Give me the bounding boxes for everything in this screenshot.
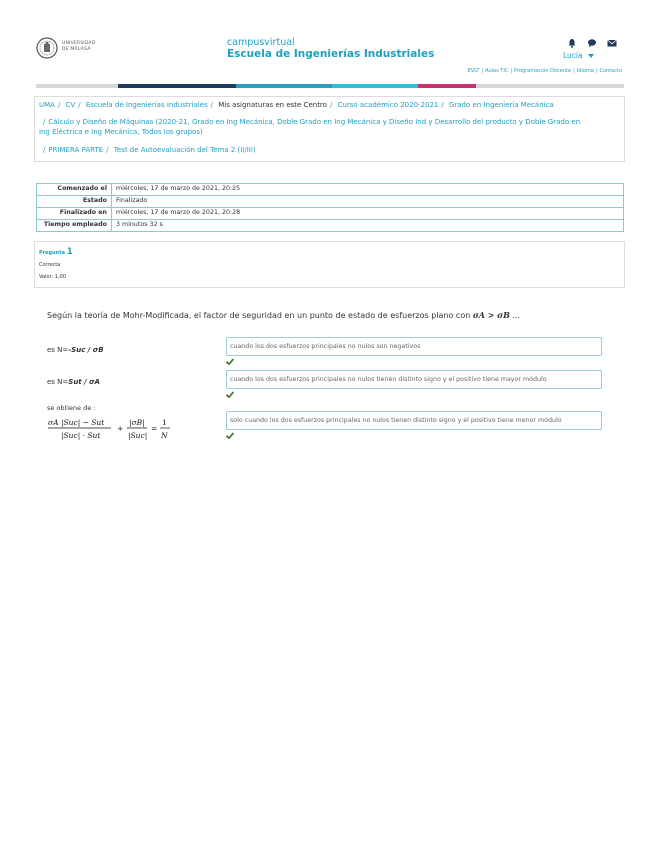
breadcrumb-curso[interactable]: Curso académico 2020-2021	[337, 101, 439, 109]
link-evlt[interactable]: EVLT	[467, 68, 480, 74]
question-grade: Valor: 1,00	[39, 274, 66, 280]
summary-key: Tiempo empleado	[37, 220, 112, 232]
table-row	[37, 208, 624, 220]
mail-icon[interactable]	[607, 38, 617, 48]
university-logo-icon[interactable]	[36, 37, 58, 59]
link-aulas-tic[interactable]: Aulas TIC	[485, 68, 509, 74]
match-stem: se obtiene de :	[47, 404, 96, 412]
match-answer-select[interactable]: cuando los dos esfuerzos principales no nulos son negativos	[226, 337, 602, 356]
breadcrumb-cv[interactable]: CV	[65, 101, 76, 109]
match-stem: es N=-Suc / σB	[47, 346, 104, 354]
correct-check-icon	[226, 391, 234, 398]
formula-plus: +	[117, 424, 124, 433]
table-row	[37, 220, 624, 232]
user-icons	[565, 38, 619, 48]
breadcrumb-mis-asignaturas: Mis asignaturas en este Centro	[218, 101, 327, 109]
summary-key: Comenzado el	[37, 184, 112, 196]
formula-suc: |Suc|	[128, 431, 148, 440]
question-number: Pregunta 1	[39, 247, 73, 257]
formula-numerator: |Suc| − Sut	[61, 418, 105, 427]
breadcrumb-test[interactable]: Test de Autoevaluación del Tema 2 (II/III)	[113, 146, 256, 154]
formula-n: N	[161, 431, 168, 440]
breadcrumb-uma[interactable]: UMA	[39, 101, 55, 109]
site-title-school: Escuela de Ingenierías Industriales	[227, 48, 435, 60]
formula-denominator: |Suc| · Sut	[61, 431, 101, 440]
question-text: Según la teoría de Mohr-Modificada, el factor de seguridad en un punto de estado de esfuerzos plano con σA > σB ...	[47, 310, 521, 320]
table-row	[37, 184, 624, 196]
match-stem: es N=Sut / σA	[47, 378, 100, 386]
breadcrumb-course-continued[interactable]: Ing Eléctrica e Ing Mecánica, Todos los grupos)	[39, 128, 203, 136]
user-name: Lucía	[563, 51, 583, 60]
color-bar-segment	[36, 84, 118, 88]
chat-icon[interactable]	[587, 38, 597, 48]
correct-check-icon	[226, 432, 234, 439]
bell-icon[interactable]	[567, 38, 577, 48]
breadcrumb: UMA / CV / Escuela de Ingenierías Industriales / Mis asignaturas en este Centro / Curso académico 2020-2021 / Grado en Ingeniería Mecánica / Cálculo y Diseño de Máquinas (2020-21, Grado en Ing Mecánica, Doble Grado en Ing Mecánica y Diseño Ind y Desarrollo del producto y Doble Grado en Ing Eléctrica e Ing Mecánica, Todos los grupos) / PRIMERA PARTE / Test de Autoevaluación del Tema 2 (II/III)	[34, 96, 625, 162]
summary-value: Finalizado	[112, 196, 624, 208]
question-condition: σA > σB	[472, 310, 510, 320]
summary-value: miércoles, 17 de marzo de 2021, 20:28	[112, 208, 624, 220]
match-answer-select[interactable]: solo cuando los dos esfuerzos principales no nulos tienen distinto signo y el positivo tiene menor módulo	[226, 411, 602, 430]
summary-key: Finalizado en	[37, 208, 112, 220]
question-info	[34, 241, 625, 288]
color-bar-segment	[118, 84, 236, 88]
breadcrumb-course[interactable]: Cálculo y Diseño de Máquinas (2020-21, Grado en Ing Mecánica, Doble Grado en Ing Mecánica y Diseño Ind y Desarrollo del producto y Doble Grado en	[48, 118, 581, 126]
color-bar-segment	[332, 84, 418, 88]
color-bar-segment	[236, 84, 332, 88]
breadcrumb-primera-parte[interactable]: PRIMERA PARTE	[48, 146, 104, 154]
chevron-down-icon	[588, 54, 594, 58]
color-bar-segment	[418, 84, 476, 88]
formula-equals: =	[151, 424, 158, 433]
match-answer-select[interactable]: cuando los dos esfuerzos principales no nulos tienen distinto signo y el positivo tiene mayor módulo	[226, 370, 602, 389]
color-bar-segment	[476, 84, 624, 88]
university-logo-text: UNIVERSIDAD DE MÁLAGA	[62, 41, 96, 52]
question-state: Correcta	[39, 262, 61, 268]
header-color-bar	[36, 84, 624, 88]
link-contacto[interactable]: Contacto	[599, 68, 622, 74]
site-title-small: campusvirtual	[227, 37, 295, 48]
summary-key: Estado	[37, 196, 112, 208]
link-idioma[interactable]: Idioma	[576, 68, 594, 74]
link-programacion-docente[interactable]: Programación Docente	[514, 68, 572, 74]
summary-value: miércoles, 17 de marzo de 2021, 20:25	[112, 184, 624, 196]
quiz-summary-table	[36, 183, 624, 232]
mohr-formula	[47, 414, 177, 444]
table-row	[37, 196, 624, 208]
formula-sigma-a: σA	[48, 418, 59, 427]
user-menu[interactable]	[563, 51, 594, 60]
breadcrumb-grado[interactable]: Grado en Ingeniería Mecánica	[448, 101, 554, 109]
site-title[interactable]	[227, 37, 434, 60]
top-links: EVLT | Aulas TIC | Programación Docente | Idioma | Contacto	[467, 68, 622, 74]
summary-value: 3 minutos 32 s	[112, 220, 624, 232]
page-header	[0, 0, 655, 90]
formula-one: 1	[162, 418, 167, 427]
breadcrumb-escuela[interactable]: Escuela de Ingenierías Industriales	[85, 101, 208, 109]
correct-check-icon	[226, 358, 234, 365]
formula-sigma-b: |σB|	[129, 418, 145, 427]
